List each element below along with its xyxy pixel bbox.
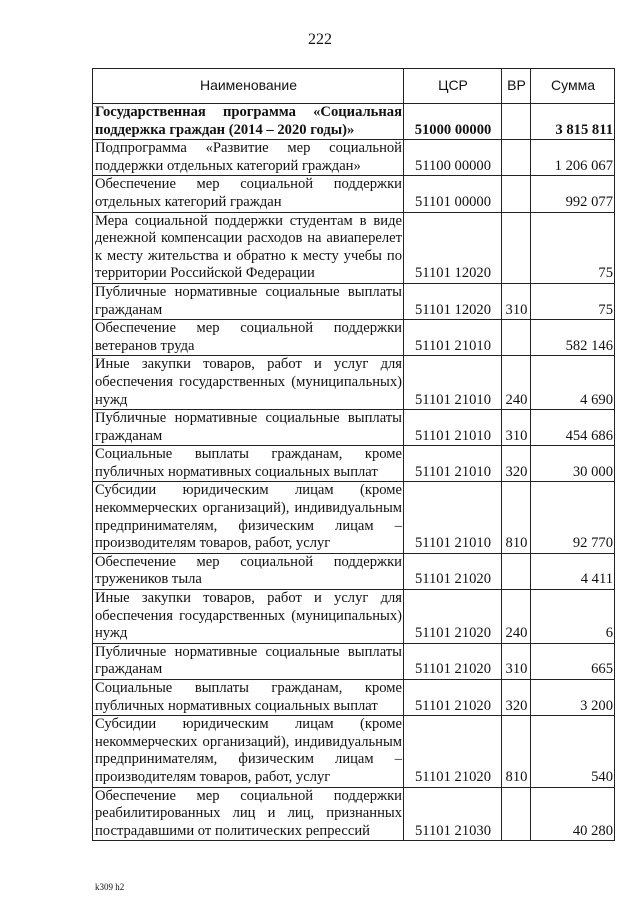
row-name-cell: Субсидии юридическим лицам (кроме некоммерческих организаций), индивидуальным предпринимателям, физическим лицам – производителям товаров, работ, услуг [93, 482, 404, 553]
row-csr-cell: 51101 21010 [404, 410, 502, 446]
table-row [93, 283, 615, 319]
table-row [93, 482, 615, 553]
row-name-cell: Субсидии юридическим лицам (кроме некоммерческих организаций), индивидуальным предпринимателям, физическим лицам – производителям товаров, работ, услуг [93, 716, 404, 787]
row-csr-cell: 51101 21020 [404, 680, 502, 716]
row-name-cell: Государственная программа «Социальная поддержка граждан (2014 – 2020 годы)» [93, 104, 404, 140]
row-csr-cell: 51101 21020 [404, 553, 502, 589]
header-name: Наименование [93, 69, 404, 104]
table-row [93, 356, 615, 410]
row-vr-cell [502, 104, 531, 140]
row-sum-cell: 454 686 [531, 410, 615, 446]
row-sum-cell: 40 280 [531, 787, 615, 841]
header-csr: ЦСР [404, 69, 502, 104]
row-vr-cell [502, 140, 531, 176]
row-csr-cell: 51101 12020 [404, 212, 502, 283]
row-vr-cell [502, 787, 531, 841]
row-sum-cell: 3 200 [531, 680, 615, 716]
table-row [93, 787, 615, 841]
row-csr-cell: 51101 00000 [404, 176, 502, 212]
row-csr-cell: 51101 21010 [404, 446, 502, 482]
row-vr-cell [502, 212, 531, 283]
row-vr-cell: 320 [502, 446, 531, 482]
row-sum-cell: 582 146 [531, 320, 615, 356]
row-sum-cell: 992 077 [531, 176, 615, 212]
row-sum-cell: 540 [531, 716, 615, 787]
row-name-cell: Публичные нормативные социальные выплаты гражданам [93, 643, 404, 679]
table-row [93, 410, 615, 446]
row-vr-cell: 310 [502, 643, 531, 679]
row-sum-cell: 665 [531, 643, 615, 679]
header-sum: Сумма [531, 69, 615, 104]
row-csr-cell: 51101 21010 [404, 320, 502, 356]
row-name-cell: Обеспечение мер социальной поддержки ветеранов труда [93, 320, 404, 356]
row-csr-cell: 51101 21020 [404, 643, 502, 679]
row-sum-cell: 6 [531, 590, 615, 644]
row-name-cell: Подпрограмма «Развитие мер социальной поддержки отдельных категорий граждан» [93, 140, 404, 176]
row-name-cell: Публичные нормативные социальные выплаты гражданам [93, 410, 404, 446]
row-vr-cell [502, 320, 531, 356]
row-sum-cell: 4 411 [531, 553, 615, 589]
row-sum-cell: 1 206 067 [531, 140, 615, 176]
table-row [93, 104, 615, 140]
row-name-cell: Иные закупки товаров, работ и услуг для обеспечения государственных (муниципальных) нужд [93, 356, 404, 410]
row-csr-cell: 51101 21030 [404, 787, 502, 841]
row-csr-cell: 51101 21010 [404, 482, 502, 553]
row-vr-cell: 320 [502, 680, 531, 716]
row-vr-cell: 310 [502, 283, 531, 319]
table-row [93, 446, 615, 482]
row-sum-cell: 3 815 811 [531, 104, 615, 140]
row-vr-cell: 310 [502, 410, 531, 446]
table-row [93, 553, 615, 589]
table-row [93, 176, 615, 212]
footer-code: k309 h2 [95, 882, 125, 892]
table-header-row [93, 69, 615, 104]
row-csr-cell: 51101 21010 [404, 356, 502, 410]
row-vr-cell: 810 [502, 716, 531, 787]
table-row [93, 212, 615, 283]
row-name-cell: Публичные нормативные социальные выплаты гражданам [93, 283, 404, 319]
row-sum-cell: 75 [531, 283, 615, 319]
row-name-cell: Мера социальной поддержки студентам в виде денежной компенсации расходов на авиаперелет к месту жительства и обратно к месту учебы по территории Российской Федерации [93, 212, 404, 283]
row-name-cell: Обеспечение мер социальной поддержки реабилитированных лиц и лиц, признанных пострадавшими от политических репрессий [93, 787, 404, 841]
row-name-cell: Социальные выплаты гражданам, кроме публичных нормативных социальных выплат [93, 680, 404, 716]
row-name-cell: Иные закупки товаров, работ и услуг для обеспечения государственных (муниципальных) нужд [93, 590, 404, 644]
page-number: 222 [308, 31, 332, 48]
row-sum-cell: 92 770 [531, 482, 615, 553]
table-row [93, 643, 615, 679]
row-vr-cell: 240 [502, 590, 531, 644]
row-sum-cell: 30 000 [531, 446, 615, 482]
row-sum-cell: 4 690 [531, 356, 615, 410]
row-csr-cell: 51100 00000 [404, 140, 502, 176]
row-vr-cell: 240 [502, 356, 531, 410]
header-vr: ВР [502, 69, 531, 104]
row-csr-cell: 51101 12020 [404, 283, 502, 319]
row-name-cell: Социальные выплаты гражданам, кроме публичных нормативных социальных выплат [93, 446, 404, 482]
row-vr-cell [502, 176, 531, 212]
row-name-cell: Обеспечение мер социальной поддержки отдельных категорий граждан [93, 176, 404, 212]
table-row [93, 716, 615, 787]
row-vr-cell [502, 553, 531, 589]
row-csr-cell: 51101 21020 [404, 590, 502, 644]
budget-table [92, 68, 615, 841]
row-sum-cell: 75 [531, 212, 615, 283]
table-row [93, 140, 615, 176]
row-csr-cell: 51101 21020 [404, 716, 502, 787]
table-row [93, 680, 615, 716]
row-name-cell: Обеспечение мер социальной поддержки тружеников тыла [93, 553, 404, 589]
row-csr-cell: 51000 00000 [404, 104, 502, 140]
row-vr-cell: 810 [502, 482, 531, 553]
table-row [93, 320, 615, 356]
table-row [93, 590, 615, 644]
